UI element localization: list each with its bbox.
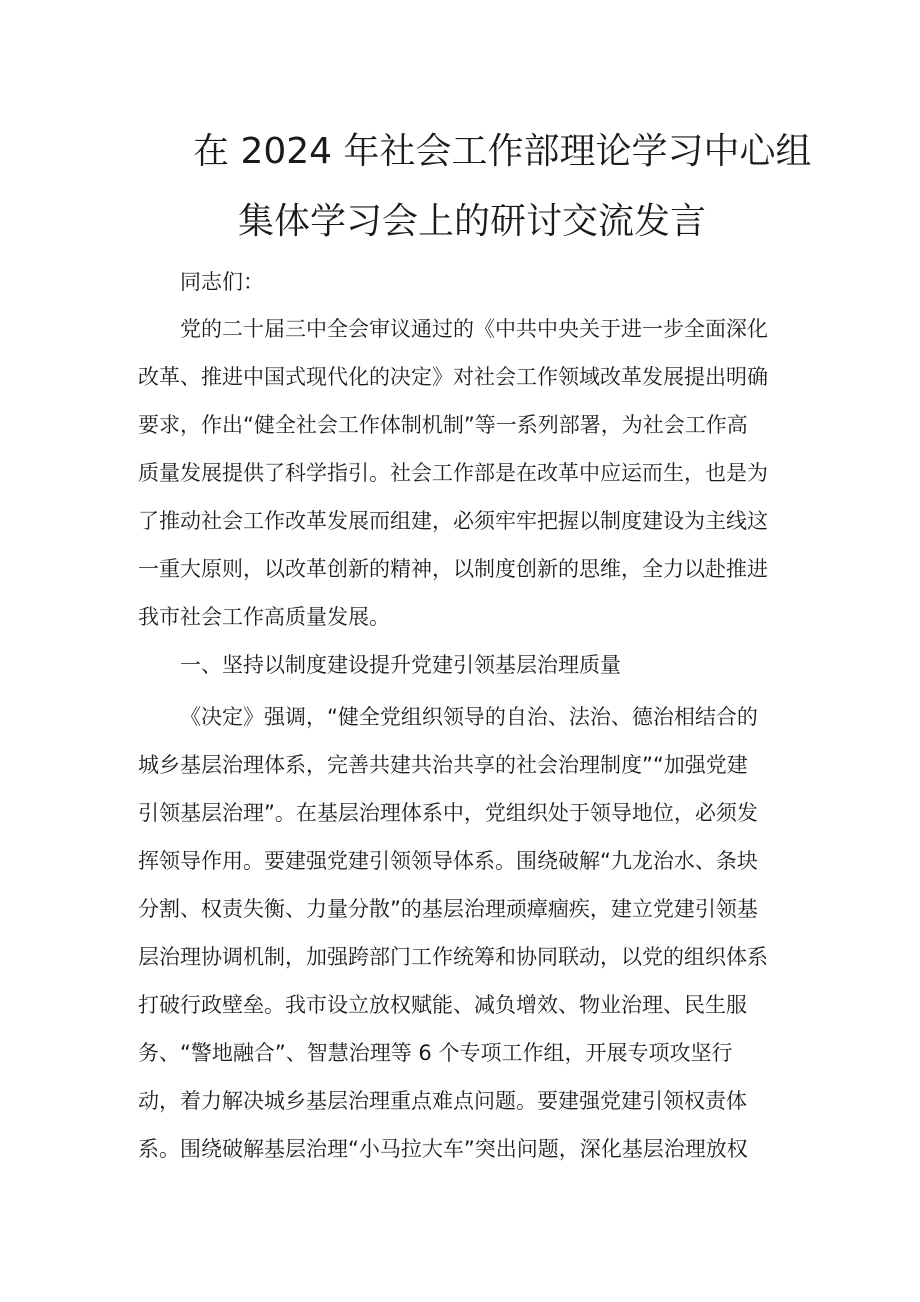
document-title-line-1: 在 2024 年社会工作部理论学习中心组 [193,131,812,172]
body-line: 一重大原则，以改革创新的精神，以制度创新的思维，全力以赴推进 [138,557,768,581]
body-line: 系。围绕破解基层治理“小马拉大车”突出问题，深化基层治理放权 [138,1137,748,1161]
section-heading: 一、坚持以制度建设提升党建引领基层治理质量 [180,653,621,677]
body-line: 党的二十届三中全会审议通过的《中共中央关于进一步全面深化 [180,317,768,341]
body-line: 分割、权责失衡、力量分散”的基层治理顽瘴痼疾，建立党建引领基 [138,897,758,921]
body-line: 要求，作出“健全社会工作体制机制”等一系列部署，为社会工作高 [138,413,748,437]
body-line: 挥领导作用。要建强党建引领领导体系。围绕破解“九龙治水、条块 [138,849,758,873]
body-line: 改革、推进中国式现代化的决定》对社会工作领域改革发展提出明确 [138,365,768,389]
document-title-line-2: 集体学习会上的研讨交流发言 [238,201,707,242]
body-line: 城乡基层治理体系，完善共建共治共享的社会治理制度”“加强党建 [138,753,748,777]
body-line: 《决定》强调，“健全党组织领导的自治、法治、德治相结合的 [180,705,758,729]
body-line: 打破行政壁垒。我市设立放权赋能、减负增效、物业治理、民生服 [138,993,747,1017]
body-line: 我市社会工作高质量发展。 [138,605,390,629]
body-line: 了推动社会工作改革发展而组建，必须牢牢把握以制度建设为主线这 [138,509,768,533]
salutation: 同志们： [180,270,264,294]
body-line: 引领基层治理”。在基层治理体系中，党组织处于领导地位，必须发 [138,801,758,825]
body-line: 质量发展提供了科学指引。社会工作部是在改革中应运而生，也是为 [138,461,768,485]
body-line: 层治理协调机制，加强跨部门工作统筹和协同联动，以党的组织体系 [138,945,768,969]
body-line: 动，着力解决城乡基层治理重点难点问题。要建强党建引领权责体 [138,1089,747,1113]
body-line: 务、“警地融合”、智慧治理等 6 个专项工作组，开展专项攻坚行 [138,1041,733,1065]
